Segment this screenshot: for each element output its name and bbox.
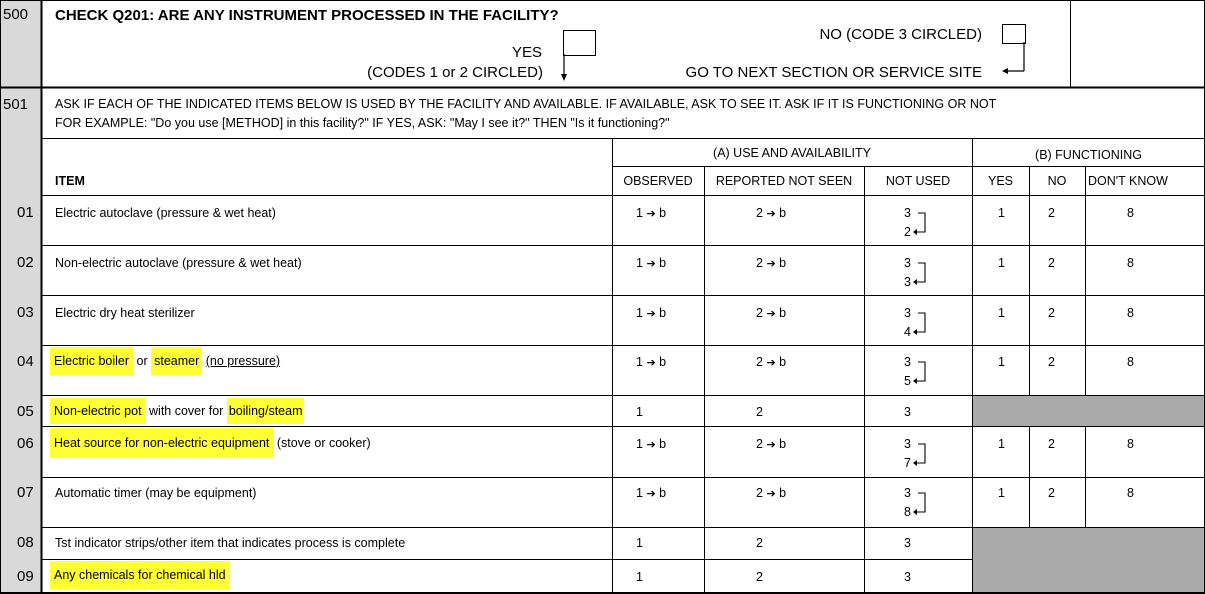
dont-know-code[interactable]: 8 bbox=[1127, 306, 1134, 320]
not-used-code[interactable]: 3 bbox=[904, 536, 911, 550]
not-used-code[interactable]: 3 bbox=[904, 437, 911, 451]
highlight: Any chemicals for chemical hld bbox=[50, 561, 230, 589]
row-number: 01 bbox=[17, 204, 34, 221]
observed-code[interactable]: 1 bbox=[636, 570, 643, 584]
item-label: Electric dry heat sterilizer bbox=[55, 306, 195, 320]
header-functioning: (B) FUNCTIONING bbox=[1035, 148, 1142, 162]
item-label: Tst indicator strips/other item that indicates process is complete bbox=[55, 536, 406, 550]
skip-arrow-icon bbox=[912, 312, 932, 340]
row-number: 06 bbox=[17, 435, 34, 452]
observed-code[interactable]: 1 bbox=[636, 405, 643, 419]
row-number: 08 bbox=[17, 534, 34, 551]
q501-number: 501 bbox=[3, 96, 29, 113]
not-used-code[interactable]: 3 bbox=[904, 355, 911, 369]
skip-target: 8 bbox=[904, 505, 911, 519]
header-use-availability: (A) USE AND AVAILABILITY bbox=[713, 146, 871, 160]
no-checkbox[interactable] bbox=[1002, 24, 1026, 44]
row-number: 03 bbox=[17, 304, 34, 321]
header-no: NO bbox=[1047, 174, 1067, 188]
skip-arrow-icon bbox=[912, 361, 932, 389]
no-code[interactable]: 2 bbox=[1048, 355, 1055, 369]
header-yes: YES bbox=[987, 174, 1013, 188]
header-dont-know: DON'T KNOW bbox=[1088, 174, 1168, 188]
not-used-code[interactable]: 3 bbox=[904, 206, 911, 220]
not-used-code[interactable]: 3 bbox=[904, 256, 911, 270]
header-reported-not-seen: REPORTED NOT SEEN bbox=[715, 174, 853, 188]
not-used-code[interactable]: 3 bbox=[904, 405, 911, 419]
item-label: Non-electric autoclave (pressure & wet heat) bbox=[55, 256, 302, 270]
item-label: Automatic timer (may be equipment) bbox=[55, 486, 257, 500]
item-label bbox=[50, 561, 230, 589]
dont-know-code[interactable]: 8 bbox=[1127, 355, 1134, 369]
left-arrow-icon bbox=[1000, 42, 1030, 78]
highlight: Non-electric pot bbox=[50, 398, 146, 424]
no-code[interactable]: 2 bbox=[1048, 256, 1055, 270]
skip-target: 5 bbox=[904, 374, 911, 388]
row-number: 09 bbox=[17, 568, 34, 585]
row-number: 07 bbox=[17, 484, 34, 501]
not-used-code[interactable]: 3 bbox=[904, 486, 911, 500]
reported-not-seen-code[interactable]: 2 ➔ b bbox=[756, 437, 787, 451]
skip-arrow-icon bbox=[912, 492, 932, 520]
dont-know-code[interactable]: 8 bbox=[1127, 486, 1134, 500]
no-code[interactable]: 2 bbox=[1048, 206, 1055, 220]
yes-code[interactable]: 1 bbox=[998, 355, 1005, 369]
skip-target: 2 bbox=[904, 225, 911, 239]
skip-arrow-icon bbox=[912, 262, 932, 290]
no-code[interactable]: 2 bbox=[1048, 437, 1055, 451]
skip-arrow-icon bbox=[912, 443, 932, 471]
q501-instruction-line1: ASK IF EACH OF THE INDICATED ITEMS BELOW IS USED BY THE FACILITY AND AVAILABLE. IF AVAILABLE, ASK TO SEE IT. ASK IF IT IS FUNCTIONING OR NOT bbox=[55, 97, 997, 111]
dont-know-code[interactable]: 8 bbox=[1127, 256, 1134, 270]
reported-not-seen-code[interactable]: 2 ➔ b bbox=[756, 306, 787, 320]
observed-code[interactable]: 1 bbox=[636, 536, 643, 550]
skip-target: 7 bbox=[904, 456, 911, 470]
no-label: NO (CODE 3 CIRCLED) bbox=[819, 26, 982, 43]
q500-number: 500 bbox=[3, 6, 29, 23]
observed-code[interactable]: 1 ➔ b bbox=[636, 206, 667, 220]
yes-code[interactable]: 1 bbox=[998, 486, 1005, 500]
skip-target: 3 bbox=[904, 275, 911, 289]
dont-know-code[interactable]: 8 bbox=[1127, 206, 1134, 220]
row-number: 02 bbox=[17, 254, 34, 271]
observed-code[interactable]: 1 ➔ b bbox=[636, 306, 667, 320]
yes-code[interactable]: 1 bbox=[998, 256, 1005, 270]
yes-codes: (CODES 1 or 2 CIRCLED) bbox=[367, 64, 543, 81]
reported-not-seen-code[interactable]: 2 bbox=[756, 405, 763, 419]
reported-not-seen-code[interactable]: 2 ➔ b bbox=[756, 256, 787, 270]
observed-code[interactable]: 1 ➔ b bbox=[636, 256, 667, 270]
reported-not-seen-code[interactable]: 2 ➔ b bbox=[756, 486, 787, 500]
header-item: ITEM bbox=[55, 174, 85, 188]
reported-not-seen-code[interactable]: 2 bbox=[756, 536, 763, 550]
highlight: steamer bbox=[151, 347, 202, 375]
highlight: Heat source for non-electric equipment bbox=[50, 428, 273, 458]
no-code[interactable]: 2 bbox=[1048, 306, 1055, 320]
reported-not-seen-code[interactable]: 2 ➔ b bbox=[756, 206, 787, 220]
item-label: Heat source for non-electric equipment (stove or cooker) bbox=[50, 428, 371, 458]
q501-instruction-line2: FOR EXAMPLE: "Do you use [METHOD] in this facility?" IF YES, ASK: "May I see it?" THEN "Is it functioning?" bbox=[55, 116, 670, 130]
not-used-code[interactable]: 3 bbox=[904, 306, 911, 320]
no-code[interactable]: 2 bbox=[1048, 486, 1055, 500]
reported-not-seen-code[interactable]: 2 ➔ b bbox=[756, 355, 787, 369]
yes-code[interactable]: 1 bbox=[998, 206, 1005, 220]
item-label: Electric boiler or steamer (no pressure) bbox=[50, 346, 280, 375]
yes-code[interactable]: 1 bbox=[998, 437, 1005, 451]
reported-not-seen-code[interactable]: 2 bbox=[756, 570, 763, 584]
observed-code[interactable]: 1 ➔ b bbox=[636, 437, 667, 451]
yes-checkbox[interactable] bbox=[563, 30, 596, 56]
row-number: 05 bbox=[17, 403, 34, 420]
skip-arrow-icon bbox=[912, 212, 932, 240]
yes-label: YES bbox=[511, 44, 542, 61]
not-used-code[interactable]: 3 bbox=[904, 570, 911, 584]
highlight: boiling/steam bbox=[227, 398, 305, 424]
item-label: Non-electric pot with cover for boiling/steam bbox=[50, 398, 304, 424]
q500-title: CHECK Q201: ARE ANY INSTRUMENT PROCESSED IN THE FACILITY? bbox=[55, 7, 559, 24]
skip-target: 4 bbox=[904, 325, 911, 339]
header-observed: OBSERVED bbox=[623, 174, 693, 188]
observed-code[interactable]: 1 ➔ b bbox=[636, 355, 667, 369]
row-number: 04 bbox=[17, 353, 34, 370]
no-instruction: GO TO NEXT SECTION OR SERVICE SITE bbox=[685, 64, 982, 81]
item-label: Electric autoclave (pressure & wet heat) bbox=[55, 206, 276, 220]
down-arrow-icon bbox=[558, 54, 570, 84]
highlight: Electric boiler bbox=[50, 347, 133, 375]
observed-code[interactable]: 1 ➔ b bbox=[636, 486, 667, 500]
yes-code[interactable]: 1 bbox=[998, 306, 1005, 320]
header-not-used: NOT USED bbox=[885, 174, 951, 188]
dont-know-code[interactable]: 8 bbox=[1127, 437, 1134, 451]
